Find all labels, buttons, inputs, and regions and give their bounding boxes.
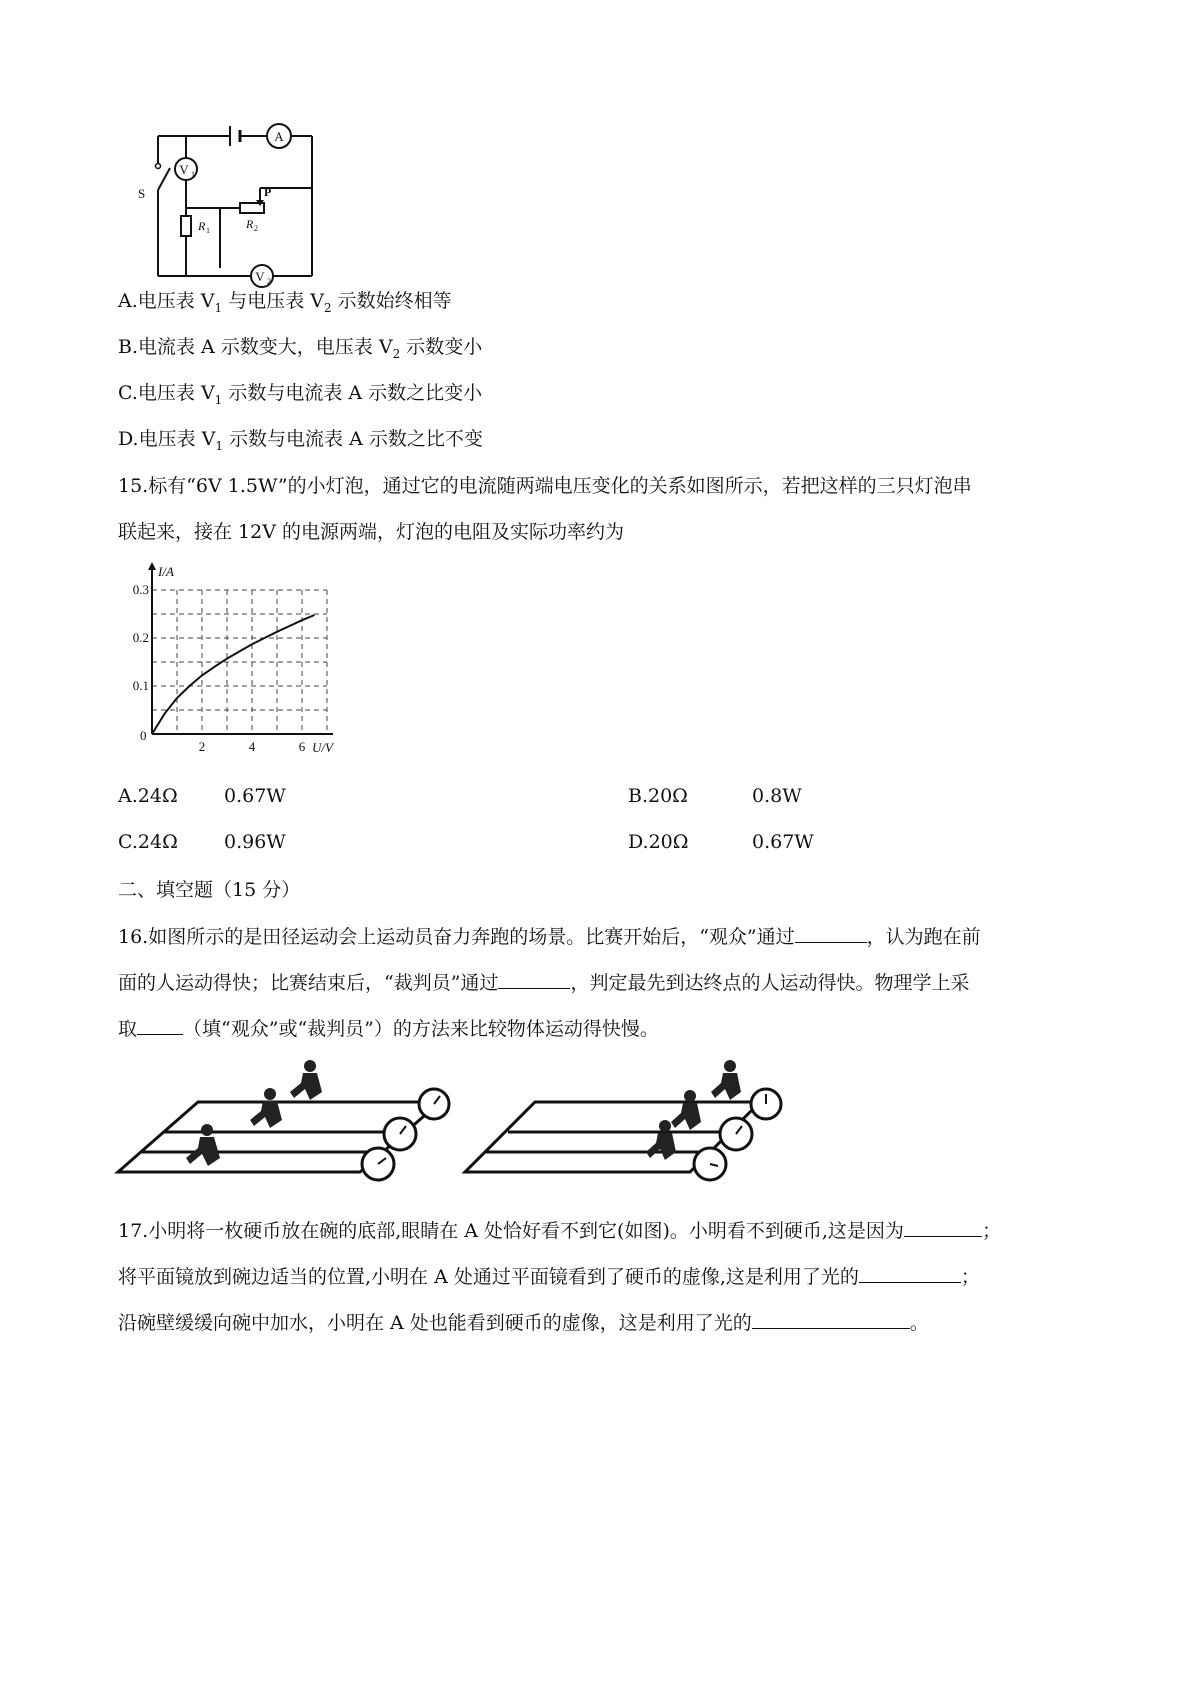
q14-option-d: D.电压表 $V_1$ 示数与电流表 A 示数之比不变 [118,428,483,453]
runner-icon [711,1060,741,1100]
chart-y-tick-label: 0.3 [132,582,149,597]
switch-contact [156,164,161,169]
runner-icon [186,1124,220,1166]
svg-text:1: 1 [191,170,195,179]
chart-y-axis-label: I/A [158,564,174,579]
section-title: 二、填空题（15 分） [118,879,301,901]
q14-option-a: A.电压表 $V_1$ 与电压表 $V_2$ 示数始终相等 [118,290,452,315]
chart-origin-label: 0 [140,728,147,743]
runner-icon [646,1120,676,1160]
q15-option-b-r: B.20Ω [628,785,688,807]
q16-blank-1[interactable] [795,922,867,943]
q15-option-a-r: A.24Ω [118,785,178,807]
svg-text:2: 2 [254,224,258,233]
q15-option-b-p: 0.8W [752,785,802,807]
q17-line-3: 沿碗壁缓缓向碗中加水，小明在 A 处也能看到硬币的虚像，这是利用了光的 。 [118,1308,929,1337]
runner-icon [290,1060,322,1100]
chart-x-tick-label: 6 [298,739,306,754]
stopwatch-icon [694,1148,726,1180]
svg-text:R: R [198,219,206,233]
q16-line-2: 面的人运动得快；比赛结束后，“裁判员”通过 ，判定最先到达终点的人运动得快。物理学上采 [118,968,969,997]
q15-option-c-p: 0.96W [224,831,286,853]
resistor-r1 [181,216,191,236]
stopwatch-icon [751,1089,781,1119]
q16-line-1: 16.如图所示的是田径运动会上运动员奋力奔跑的场景。比赛开始后，“观众”通过 ，认为跑在前 [118,922,981,951]
voltmeter-v2-icon [251,265,273,287]
chart-x-tick-label: 2 [198,739,206,754]
stopwatch-icon [720,1118,752,1150]
race-track-figure [110,1054,830,1204]
circuit-diagram [140,128,350,288]
q16-line-3: 取 （填“观众”或“裁判员”）的方法来比较物体运动得快慢。 [118,1014,659,1043]
q15-option-c-r: C.24Ω [118,831,178,853]
chart-x-tick-label: 4 [248,739,256,754]
chart-y-tick-label: 0.2 [132,630,149,645]
switch-lever [158,168,170,190]
q17-blank-2[interactable] [859,1262,961,1283]
q15-line-2: 联起来，接在 12V 的电源两端，灯泡的电阻及实际功率约为 [118,521,624,543]
chart-x-axis-label: U/V [312,740,333,755]
stopwatch-icon [419,1089,449,1119]
q17-blank-1[interactable] [904,1216,982,1237]
q16-blank-3[interactable] [137,1014,183,1035]
chart-series-line [152,615,315,734]
runner-icon [250,1088,282,1128]
svg-text:R: R [246,217,254,231]
q17-line-1: 17.小明将一枚硬币放在碗的底部,眼睛在 A 处恰好看不到它(如图)。小明看不到硬币,这是因为 ； [118,1216,1001,1245]
iu-chart [128,560,368,760]
q15-line-1: 15.标有“6V 1.5W”的小灯泡，通过它的电流随两端电压变化的关系如图所示，若把这样的三只灯泡串 [118,475,972,497]
stopwatch-icon [384,1118,416,1150]
svg-text:V: V [179,162,189,177]
svg-text:2: 2 [267,277,271,286]
runner-icon [671,1090,701,1130]
chart-y-arrow [148,562,156,570]
battery-icon [230,126,240,146]
q17-line-2: 将平面镜放到碗边适当的位置,小明在 A 处通过平面镜看到了硬币的虚像,这是利用了光的 ； [118,1262,980,1291]
svg-text:V: V [255,269,265,284]
q15-option-a-p: 0.67W [224,785,286,807]
q17-blank-3[interactable] [752,1308,910,1329]
q14-option-c: C.电压表 $V_1$ 示数与电流表 A 示数之比变小 [118,382,483,407]
voltmeter-v1-icon [175,158,197,180]
svg-text:S: S [138,186,146,201]
ammeter-icon [267,124,291,148]
q14-option-b: B.电流表 A 示数变大，电压表 $V_2$ 示数变小 [118,336,483,361]
q15-option-d-r: D.20Ω [628,831,689,853]
q16-blank-2[interactable] [498,968,570,989]
stopwatch-icon [362,1148,394,1180]
svg-text:P: P [264,185,272,199]
q15-option-d-p: 0.67W [752,831,814,853]
svg-text:A: A [274,129,284,144]
svg-text:1: 1 [206,226,210,235]
chart-y-tick-label: 0.1 [132,678,149,693]
